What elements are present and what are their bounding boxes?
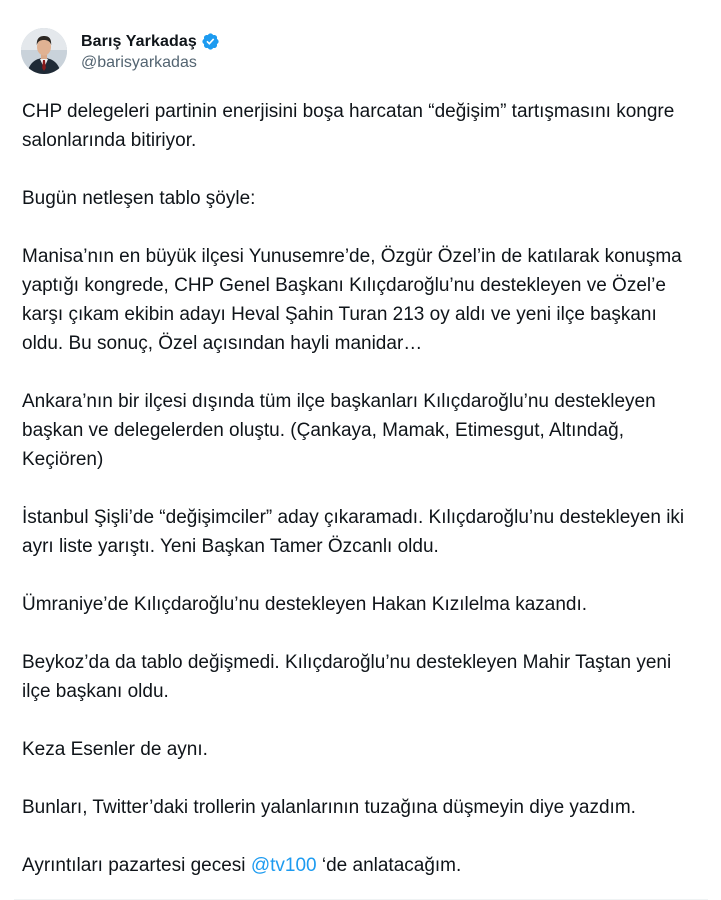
tweet-text-segment: Ayrıntıları pazartesi gecesi	[22, 855, 251, 876]
tweet-paragraph: Beykoz’da da tablo değişmedi. Kılıçdaroğlu’nu destekleyen Mahir Taştan yeni ilçe başkanı oldu.	[22, 652, 677, 702]
verified-badge-icon	[201, 32, 220, 51]
tweet-paragraph: Keza Esenler de aynı.	[22, 739, 208, 760]
name-row	[81, 31, 220, 53]
tweet-paragraph: Manisa’nın en büyük ilçesi Yunusemre’de, Özgür Özel’in de katılarak konuşma yaptığı kongrede, CHP Genel Başkanı Kılıçdaroğlu’nu destekleyen ve Özel’e karşı çıkam ekibin adayı Heval Şahin Turan 213 oy aldı ve yeni ilçe başkanı oldu. Bu sonuç, Özel açısından hayli manidar…	[22, 246, 687, 354]
avatar-portrait-icon	[21, 28, 67, 74]
author-info	[81, 31, 220, 72]
mention-link-tv100[interactable]: @tv100	[250, 855, 317, 876]
tweet-paragraph: Ümraniye’de Kılıçdaroğlu’nu destekleyen Hakan Kızılelma kazandı.	[22, 594, 588, 615]
tweet-text-segment: ‘de anlatacağım.	[316, 855, 462, 876]
tweet-paragraph: Ankara’nın bir ilçesi dışında tüm ilçe başkanları Kılıçdaroğlu’nu destekleyen başkan ve delegelerden oluştu. (Çankaya, Mamak, Etimesgut, Altındağ, Keçiören)	[22, 391, 661, 470]
tweet-paragraph: CHP delegeleri partinin enerjisini boşa harcatan “değişim” tartışmasını kongre salonlarında bitiriyor.	[22, 101, 680, 151]
tweet-paragraph: Bugün netleşen tablo şöyle:	[22, 188, 256, 209]
tweet-text	[22, 97, 702, 880]
tweet-paragraph: İstanbul Şişli’de “değişimciler” aday çıkaramadı. Kılıçdaroğlu’nu destekleyen iki ayrı liste yarıştı. Yeni Başkan Tamer Özcanlı oldu.	[22, 507, 690, 557]
author-display-name[interactable]: Barış Yarkadaş	[81, 32, 197, 50]
tweet-paragraph: Bunları, Twitter’daki trollerin yalanlarının tuzağına düşmeyin diye yazdım.	[22, 797, 636, 818]
tweet-header	[21, 25, 220, 77]
avatar[interactable]	[21, 28, 67, 74]
author-handle[interactable]: @barisyarkadas	[81, 53, 197, 71]
tweet-paragraph-last	[22, 851, 702, 880]
